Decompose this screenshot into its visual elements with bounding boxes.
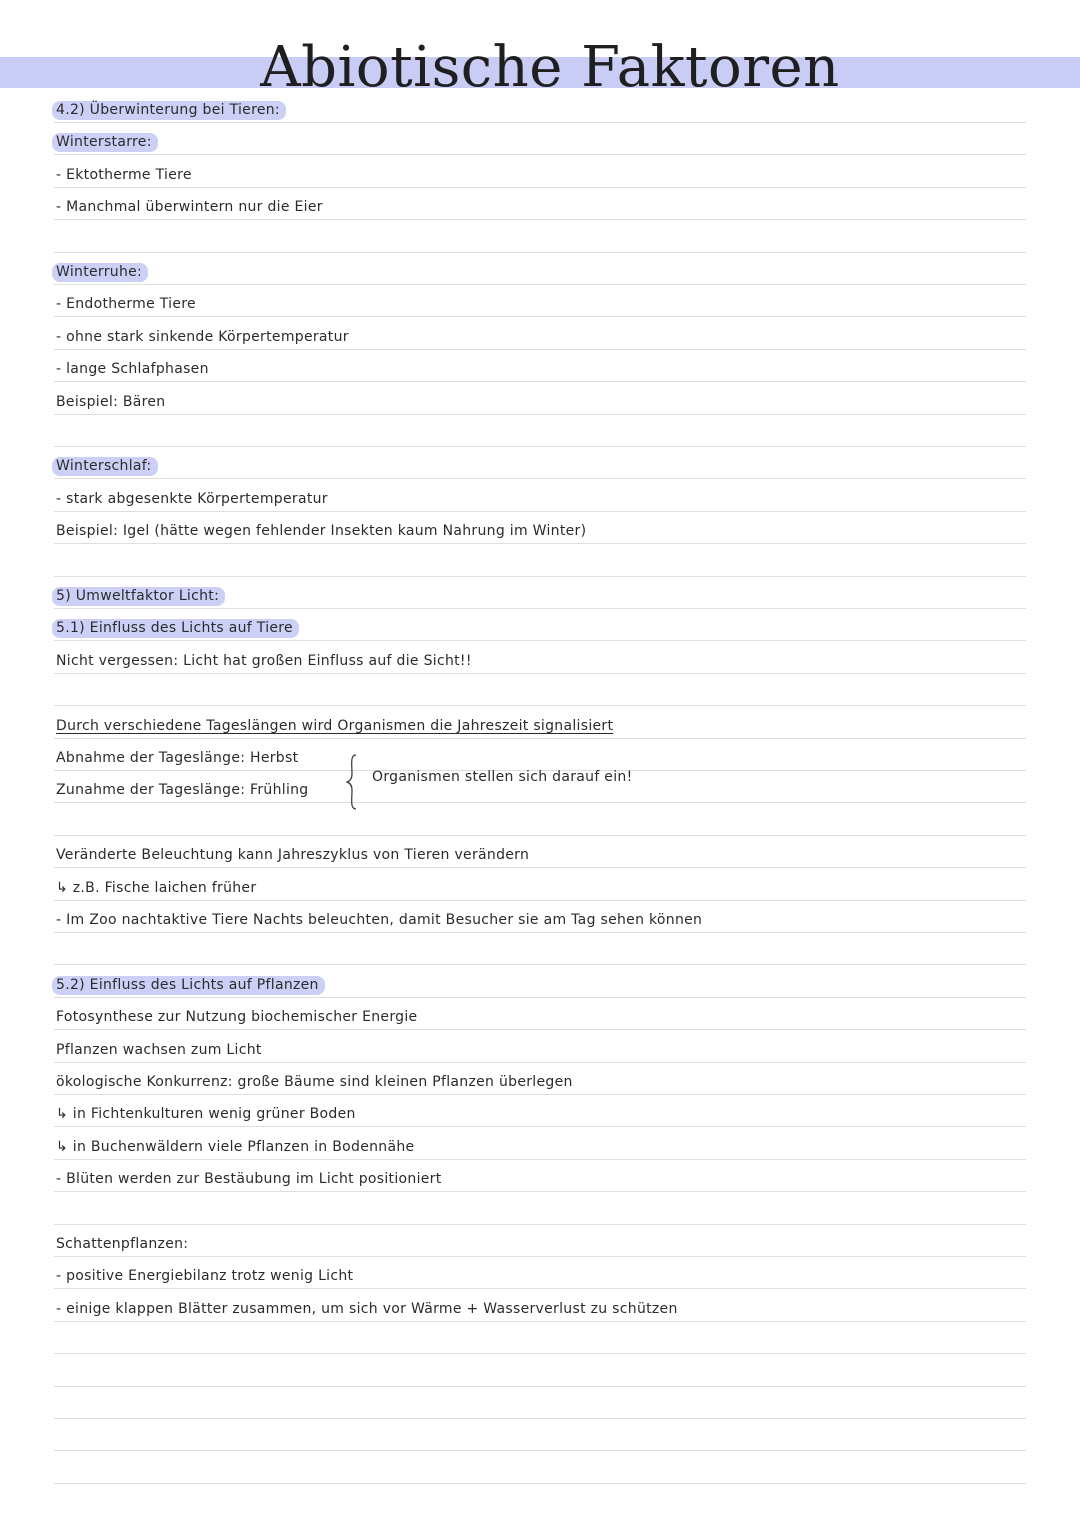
note-text: - Ektotherme Tiere [56,167,192,183]
note-line [56,618,299,638]
note-text: ↳ z.B. Fische laichen früher [56,880,257,896]
note-text: Abnahme der Tageslänge: Herbst [56,750,299,766]
note-line [56,845,529,865]
note-line [56,878,256,898]
ruled-line [54,932,1026,933]
note-line [56,359,209,379]
ruled-line [54,705,1026,706]
ruled-line [54,1386,1026,1387]
ruled-line [54,122,1026,123]
ruled-line [54,1321,1026,1322]
note-text: ökologische Konkurrenz: große Bäume sind kleinen Pflanzen überlegen [56,1074,573,1090]
note-line [56,521,586,541]
note-line [56,1137,414,1157]
brace-note: Organismen stellen sich darauf ein! [372,769,633,785]
note-text: Nicht vergessen: Licht hat großen Einfluss auf die Sicht!! [56,653,472,669]
ruled-line [54,381,1026,382]
note-text: 5) Umweltfaktor Licht: [52,587,225,606]
ruled-line [54,867,1026,868]
ruled-line [54,543,1026,544]
note-line [56,294,196,314]
ruled-line [54,1029,1026,1030]
note-line [56,100,286,120]
note-line [56,132,158,152]
ruled-line [54,1450,1026,1451]
note-line [56,392,165,412]
note-text: Winterstarre: [52,133,158,152]
note-line [56,1040,262,1060]
note-line [56,165,192,185]
note-text: 5.1) Einfluss des Lichts auf Tiere [52,619,299,638]
ruled-line [54,154,1026,155]
note-text: Winterruhe: [52,263,148,282]
note-text: - stark abgesenkte Körpertemperatur [56,491,328,507]
note-line [56,1104,356,1124]
curly-brace [346,754,360,810]
note-text: 5.2) Einfluss des Lichts auf Pflanzen [52,976,325,995]
ruled-line [54,446,1026,447]
note-text: - positive Energiebilanz trotz wenig Licht [56,1268,354,1284]
note-text: - Im Zoo nachtaktive Tiere Nachts beleuchten, damit Besucher sie am Tag sehen können [56,912,703,928]
page-title: Abiotische Faktoren [260,35,840,100]
ruled-line [54,900,1026,901]
note-line [56,1299,678,1319]
ruled-line [54,511,1026,512]
note-text: - ohne stark sinkende Körpertemperatur [56,329,349,345]
note-text: Zunahme der Tageslänge: Frühling [56,782,309,798]
note-text: ↳ in Fichtenkulturen wenig grüner Boden [56,1106,356,1122]
note-line [56,1169,442,1189]
ruled-line [54,1288,1026,1289]
ruled-line [54,478,1026,479]
note-line [56,327,349,347]
ruled-line [54,576,1026,577]
ruled-line [54,1094,1026,1095]
ruled-line [54,1418,1026,1419]
note-line [56,262,148,282]
note-text: Durch verschiedene Tageslängen wird Organismen die Jahreszeit signalisiert [56,718,614,734]
note-text: Winterschlaf: [52,457,158,476]
note-text: - Manchmal überwintern nur die Eier [56,199,323,215]
note-line [56,910,702,930]
note-line [56,1234,188,1254]
ruled-line [54,187,1026,188]
note-line [56,716,613,736]
note-text: ↳ in Buchenwäldern viele Pflanzen in Bodennähe [56,1139,415,1155]
note-line [56,1072,573,1092]
note-line [56,651,472,671]
ruled-line [54,316,1026,317]
ruled-line [54,964,1026,965]
ruled-line [54,284,1026,285]
note-text: Beispiel: Igel (hätte wegen fehlender Insekten kaum Nahrung im Winter) [56,523,587,539]
note-line [56,1007,417,1027]
note-text: Beispiel: Bären [56,394,166,410]
ruled-line [54,1353,1026,1354]
note-text: Pflanzen wachsen zum Licht [56,1042,262,1058]
ruled-line [54,673,1026,674]
ruled-line [54,997,1026,998]
ruled-line [54,1224,1026,1225]
ruled-line [54,1062,1026,1063]
note-line [56,748,298,768]
note-line [56,456,158,476]
note-line [56,197,323,217]
note-text: - einige klappen Blätter zusammen, um sich vor Wärme + Wasserverlust zu schützen [56,1301,678,1317]
note-line [56,975,325,995]
ruled-line [54,1483,1026,1484]
ruled-line [54,1256,1026,1257]
ruled-line [54,219,1026,220]
note-text: Fotosynthese zur Nutzung biochemischer Energie [56,1009,418,1025]
ruled-line [54,414,1026,415]
ruled-line [54,252,1026,253]
ruled-line [54,802,1026,803]
note-line [56,1266,353,1286]
ruled-line [54,1191,1026,1192]
note-text: - Blüten werden zur Bestäubung im Licht positioniert [56,1171,442,1187]
note-text: 4.2) Überwinterung bei Tieren: [52,101,286,120]
note-text: Veränderte Beleuchtung kann Jahreszyklus von Tieren verändern [56,847,530,863]
ruled-line [54,1126,1026,1127]
ruled-line [54,835,1026,836]
ruled-line [54,349,1026,350]
note-text: - lange Schlafphasen [56,361,209,377]
ruled-line [54,738,1026,739]
note-line [56,780,309,800]
note-line [56,586,225,606]
ruled-line [54,1159,1026,1160]
note-text: Schattenpflanzen: [56,1236,189,1252]
note-line [56,489,328,509]
ruled-line [54,608,1026,609]
ruled-line [54,640,1026,641]
note-text: - Endotherme Tiere [56,296,196,312]
